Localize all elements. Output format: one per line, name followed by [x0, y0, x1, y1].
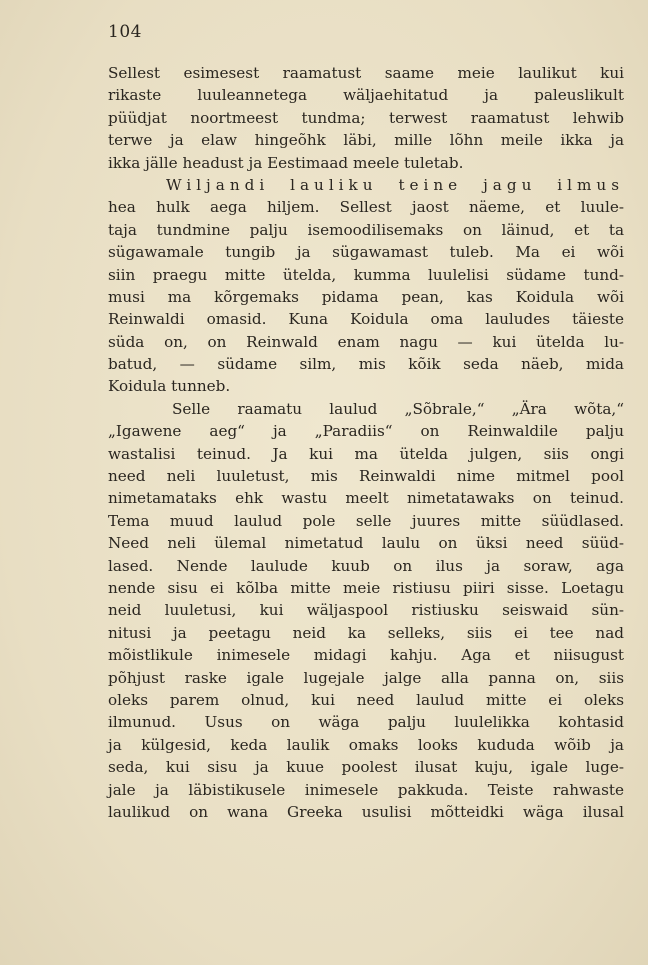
text-line: nende sisu ei kõlba mitte meie ristiusu piiri sisse. Loetagu	[108, 578, 624, 597]
text-line: nimetamataks ehk wastu meelt nimetatawaks on teinud.	[108, 489, 624, 508]
text-line: Wiljandi lauliku teine jagu ilmus	[166, 175, 624, 194]
text-line: musi ma kõrgemaks pidama pean, kas Koidula wõi	[108, 287, 624, 306]
text-line: need neli luuletust, mis Reinwaldi nime mitmel pool	[108, 467, 624, 486]
page-number: 104	[108, 22, 142, 42]
text-line: Reinwaldi omasid. Kuna Koidula oma lauludes täieste	[108, 310, 624, 329]
text-line: ilmunud. Usus on wäga palju luulelikka kohtasid	[108, 713, 624, 732]
text-line: sügawamale tungib ja sügawamast tuleb. Ma ei wõi	[108, 243, 624, 262]
text-line: jale ja läbistikusele inimesele pakkuda. Teiste rahwaste	[108, 780, 624, 799]
text-line: taja tundmine palju isemoodilisemaks on läinud, et ta	[108, 220, 624, 239]
text-line: mõistlikule inimesele midagi kahju. Aga et niisugust	[108, 646, 624, 665]
text-line: põhjust raske igale lugejale jalge alla panna on, siis	[108, 668, 624, 687]
text-line: Koidula tunneb.	[108, 377, 231, 396]
text-line: batud, — südame silm, mis kõik seda näeb, mida	[108, 355, 624, 374]
text-line: terwe ja elaw hingeõhk läbi, mille lõhn meile ikka ja	[108, 131, 624, 150]
text-line: laulikud on wana Greeka usulisi mõtteidki wäga ilusal	[108, 802, 624, 821]
text-line: siin praegu mitte ütelda, kumma luulelisi südame tund-	[108, 265, 624, 284]
text-line: ja külgesid, keda laulik omaks looks kududa wõib ja	[108, 735, 624, 754]
text-line: lased. Nende laulude kuub on ilus ja soraw, aga	[108, 556, 624, 575]
text-line: püüdjat noortmeest tundma; terwest raamatust lehwib	[108, 108, 624, 127]
text-line: rikaste luuleannetega wäljaehitatud ja paleuslikult	[108, 86, 624, 105]
text-line: süda on, on Reinwald enam nagu — kui ütelda lu-	[108, 332, 624, 351]
text-line: neid luuletusi, kui wäljaspool ristiusku seiswaid sün-	[108, 601, 624, 620]
text-line: „Igawene aeg“ ja „Paradiis“ on Reinwaldile palju	[108, 422, 624, 441]
text-line: Selle raamatu laulud „Sõbrale,“ „Ära wõta,“	[172, 399, 624, 418]
text-line: Tema muud laulud pole selle juures mitte süüdlased.	[108, 511, 624, 530]
text-line: nitusi ja peetagu neid ka selleks, siis ei tee nad	[108, 623, 624, 642]
text-line: ikka jälle headust ja Eestimaad meele tuletab.	[108, 153, 464, 172]
text-line: hea hulk aega hiljem. Sellest jaost näeme, et luule-	[108, 198, 624, 217]
text-line: Sellest esimesest raamatust saame meie laulikut kui	[108, 64, 624, 82]
text-line: oleks parem olnud, kui need laulud mitte ei oleks	[108, 690, 624, 709]
text-line: seda, kui sisu ja kuue poolest ilusat kuju, igale luge-	[108, 758, 624, 777]
text-line: Need neli ülemal nimetatud laulu on üksi need süüd-	[108, 534, 624, 553]
text-line: wastalisi teinud. Ja kui ma ütelda julgen, siis ongi	[108, 444, 624, 463]
body-text	[108, 62, 624, 823]
